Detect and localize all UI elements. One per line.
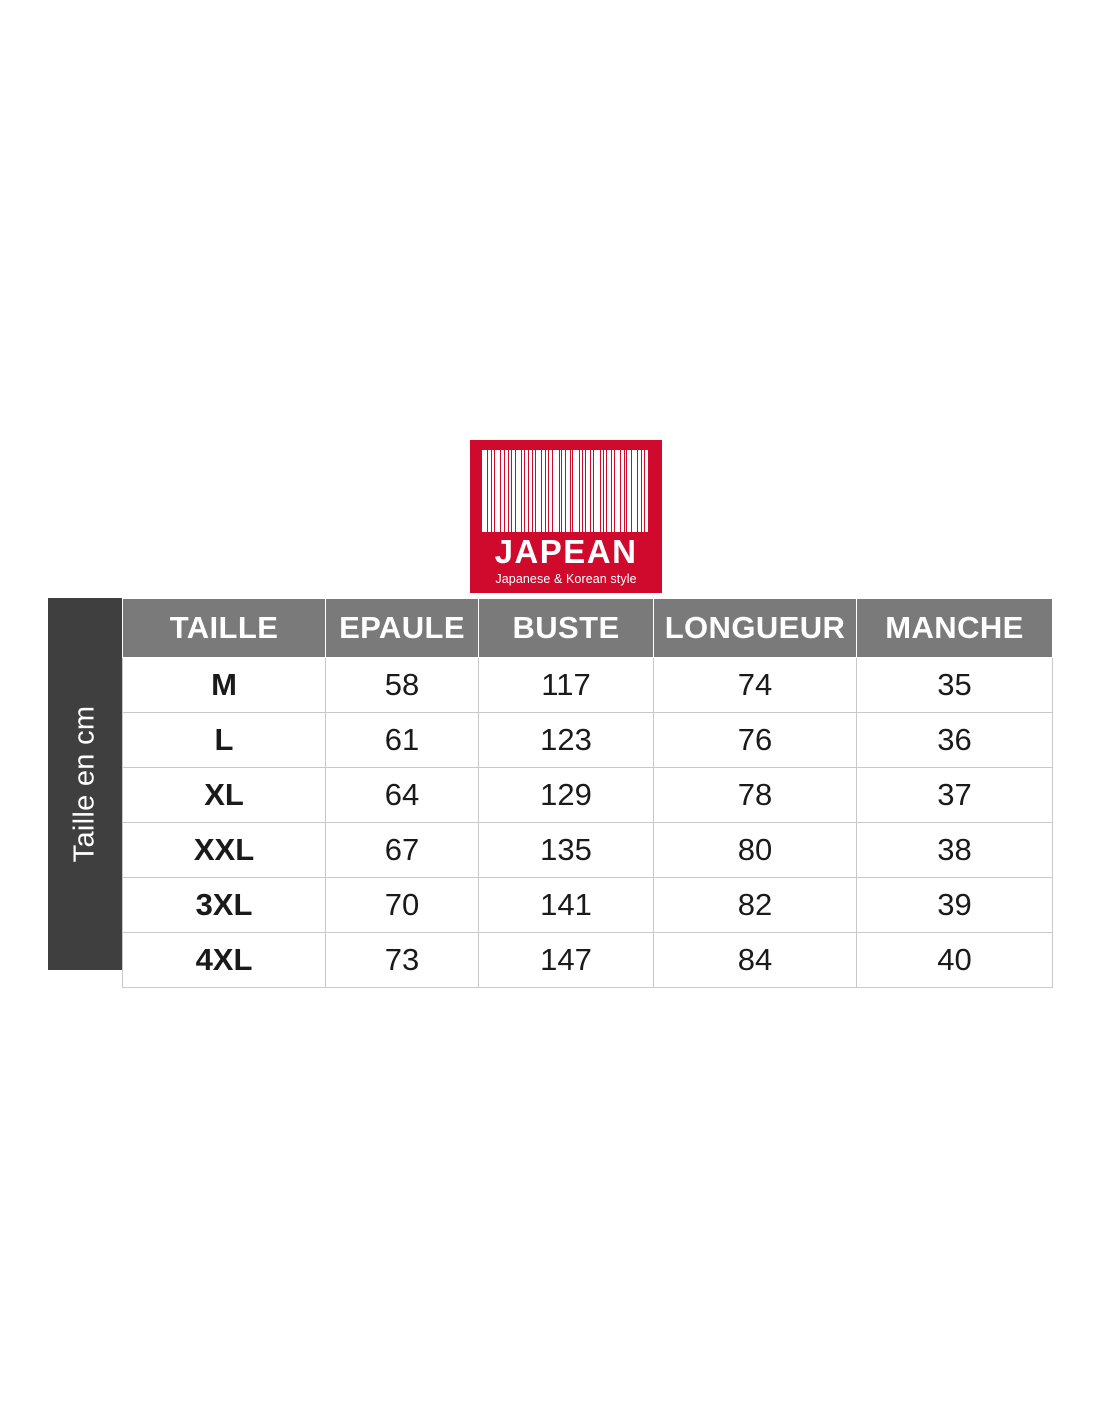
barcode-bar xyxy=(553,450,558,532)
size-table-block xyxy=(48,598,1052,977)
table-cell-value: 84 xyxy=(654,933,857,988)
table-header-epaule: EPAULE xyxy=(326,599,479,658)
table-header-row xyxy=(123,599,1053,658)
barcode-bar xyxy=(522,450,524,532)
barcode-bar xyxy=(495,450,500,532)
barcode-bar xyxy=(516,450,521,532)
table-cell-value: 80 xyxy=(654,823,857,878)
brand-logo xyxy=(470,440,662,593)
table-cell-size: XXL xyxy=(123,823,326,878)
table-cell-value: 129 xyxy=(479,768,654,823)
barcode-bar xyxy=(549,450,553,532)
table-row xyxy=(123,658,1053,713)
side-label-unit xyxy=(48,598,122,970)
table-row xyxy=(123,823,1053,878)
barcode-bar xyxy=(615,450,620,532)
barcode-bar xyxy=(529,450,532,532)
barcode-bar xyxy=(533,450,535,532)
barcode-bar xyxy=(492,450,494,532)
barcode-bar xyxy=(612,450,614,532)
barcode-bar xyxy=(586,450,590,532)
barcode-bar xyxy=(542,450,545,532)
barcode-bar xyxy=(571,450,573,532)
table-cell-value: 141 xyxy=(479,878,654,933)
table-header-taille: TAILLE xyxy=(123,599,326,658)
table-cell-value: 40 xyxy=(857,933,1053,988)
table-cell-value: 39 xyxy=(857,878,1053,933)
brand-name: JAPEAN xyxy=(494,533,638,570)
table-cell-value: 38 xyxy=(857,823,1053,878)
side-label-text: Taille en cm xyxy=(68,705,101,863)
table-cell-value: 35 xyxy=(857,658,1053,713)
table-cell-size: XL xyxy=(123,768,326,823)
table-row xyxy=(123,768,1053,823)
table-row xyxy=(123,713,1053,768)
barcode-bar xyxy=(546,450,548,532)
table-cell-size: 4XL xyxy=(123,933,326,988)
table-cell-value: 67 xyxy=(326,823,479,878)
barcode-bar xyxy=(594,450,599,532)
barcode-bar xyxy=(509,450,511,532)
barcode-bar xyxy=(645,450,649,532)
size-table xyxy=(122,598,1053,988)
table-cell-value: 74 xyxy=(654,658,857,713)
table-cell-value: 70 xyxy=(326,878,479,933)
table-cell-value: 64 xyxy=(326,768,479,823)
table-cell-size: L xyxy=(123,713,326,768)
table-cell-value: 123 xyxy=(479,713,654,768)
barcode-bar xyxy=(604,450,607,532)
barcode-bar xyxy=(488,450,491,532)
table-cell-value: 147 xyxy=(479,933,654,988)
barcode-bar xyxy=(625,450,627,532)
barcode-bar xyxy=(601,450,603,532)
barcode-bar xyxy=(642,450,644,532)
barcode-bar xyxy=(607,450,611,532)
table-cell-value: 36 xyxy=(857,713,1053,768)
barcode-bar xyxy=(621,450,624,532)
table-cell-value: 37 xyxy=(857,768,1053,823)
table-cell-size: M xyxy=(123,658,326,713)
barcode-bar xyxy=(627,450,631,532)
table-row xyxy=(123,933,1053,988)
barcode-bar xyxy=(580,450,583,532)
table-cell-value: 58 xyxy=(326,658,479,713)
table-cell-size: 3XL xyxy=(123,878,326,933)
table-cell-value: 78 xyxy=(654,768,857,823)
barcode-bar xyxy=(482,450,487,532)
table-cell-value: 73 xyxy=(326,933,479,988)
barcode-bar xyxy=(512,450,515,532)
table-cell-value: 135 xyxy=(479,823,654,878)
barcode-bar xyxy=(505,450,509,532)
table-cell-value: 76 xyxy=(654,713,857,768)
barcode-bar xyxy=(632,450,637,532)
table-header-manche: MANCHE xyxy=(857,599,1053,658)
table-body xyxy=(123,658,1053,988)
barcode-bar xyxy=(501,450,504,532)
barcode-bar xyxy=(560,450,562,532)
barcode-bar xyxy=(536,450,541,532)
table-cell-value: 61 xyxy=(326,713,479,768)
table-header-longueur: LONGUEUR xyxy=(654,599,857,658)
barcode-bar xyxy=(525,450,529,532)
table-header-buste: BUSTE xyxy=(479,599,654,658)
barcode-icon xyxy=(482,450,650,532)
barcode-bar xyxy=(573,450,578,532)
table-cell-value: 82 xyxy=(654,878,857,933)
table-cell-value: 117 xyxy=(479,658,654,713)
barcode-bar xyxy=(638,450,641,532)
table-row xyxy=(123,878,1053,933)
barcode-bar xyxy=(583,450,585,532)
barcode-bar xyxy=(566,450,570,532)
table-head xyxy=(123,599,1053,658)
barcode-bar xyxy=(591,450,594,532)
barcode-bar xyxy=(562,450,565,532)
brand-tagline: Japanese & Korean style xyxy=(495,572,637,586)
